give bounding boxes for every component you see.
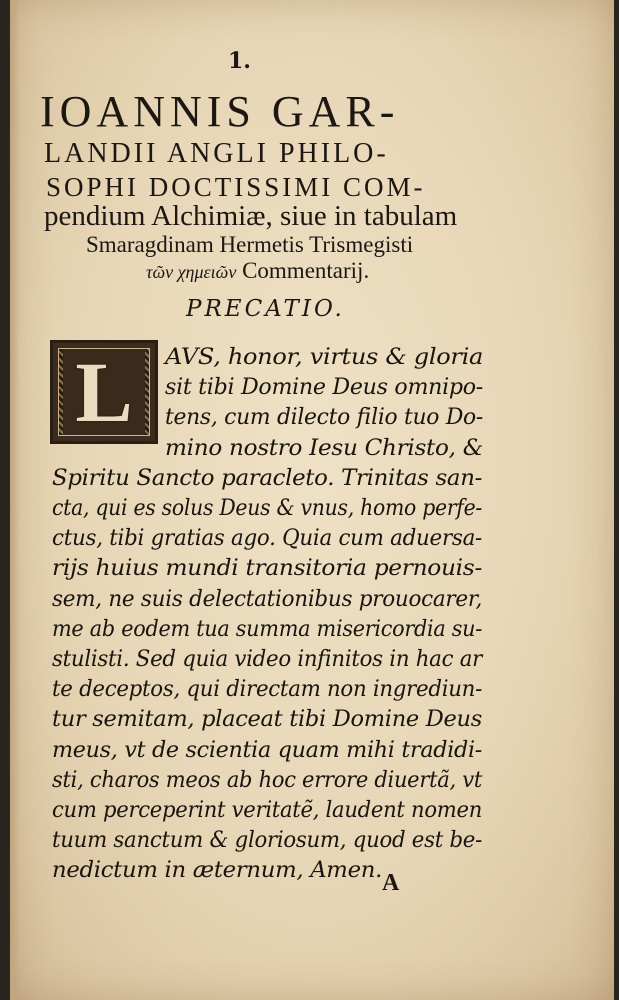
text-line: stulisti. Sed quia video infinitos in hac ar bbox=[52, 646, 482, 672]
title-line-2: LANDII ANGLI PHILO- bbox=[44, 138, 389, 169]
title-greek-phrase: τῶν χημειῶν bbox=[146, 262, 237, 282]
text-line: tuum sanctum & gloriosum, quod est be- bbox=[52, 827, 482, 854]
title-line-6-text: Commentarij. bbox=[236, 258, 370, 283]
page-gutter-shadow bbox=[10, 0, 20, 1000]
text-line: mino nostro Iesu Christo, & bbox=[165, 434, 483, 461]
title-line-3: SOPHI DOCTISSIMI COM- bbox=[46, 172, 426, 202]
text-line: AVS, honor, virtus & gloria bbox=[165, 344, 484, 370]
text-line: cum perceperint veritatẽ, laudent nomen bbox=[52, 797, 482, 823]
text-line: te deceptos, qui directam non ingrediun- bbox=[52, 676, 482, 703]
text-line: sem, ne suis delectationibus prouocarer, bbox=[52, 585, 482, 612]
title-line-6 bbox=[146, 258, 369, 284]
ornamental-drop-cap bbox=[50, 340, 158, 444]
text-line: sti, charos meos ab hoc errore diuertã, vt bbox=[52, 766, 482, 793]
text-line: Spiritu Sancto paracleto. Trinitas san- bbox=[52, 464, 482, 491]
text-line: nedictum in æternum, Amen. bbox=[52, 857, 382, 884]
text-line: meus, vt de scientia quam mihi tradidi- bbox=[52, 736, 482, 763]
page-number: 1. bbox=[228, 48, 251, 74]
text-line: cta, qui es solus Deus & vnus, homo perfe- bbox=[52, 495, 482, 521]
title-line-4: pendium Alchimiæ, siue in tabulam bbox=[44, 200, 458, 232]
text-line: ctus, tibi gratias ago. Quia cum aduersa- bbox=[52, 525, 482, 552]
catchword: A bbox=[382, 870, 400, 896]
text-line: tur semitam, placeat tibi Domine Deus bbox=[52, 706, 482, 733]
text-line: sit tibi Domine Deus omnipo- bbox=[165, 374, 483, 401]
drop-cap-letter: L bbox=[63, 349, 144, 435]
title-line-5: Smaragdinam Hermetis Trismegisti bbox=[86, 232, 414, 257]
drop-cap-ornament bbox=[58, 344, 150, 440]
text-line: me ab eodem tua summa misericordia su- bbox=[52, 615, 482, 642]
text-line: tens, cum dilecto filio tuo Do- bbox=[165, 404, 483, 431]
title-line-1: IOANNIS GAR- bbox=[40, 87, 400, 136]
section-heading: PRECATIO. bbox=[186, 296, 345, 322]
book-page bbox=[10, 0, 614, 1000]
text-line: rijs huius mundi transitoria pernouis- bbox=[52, 555, 483, 582]
